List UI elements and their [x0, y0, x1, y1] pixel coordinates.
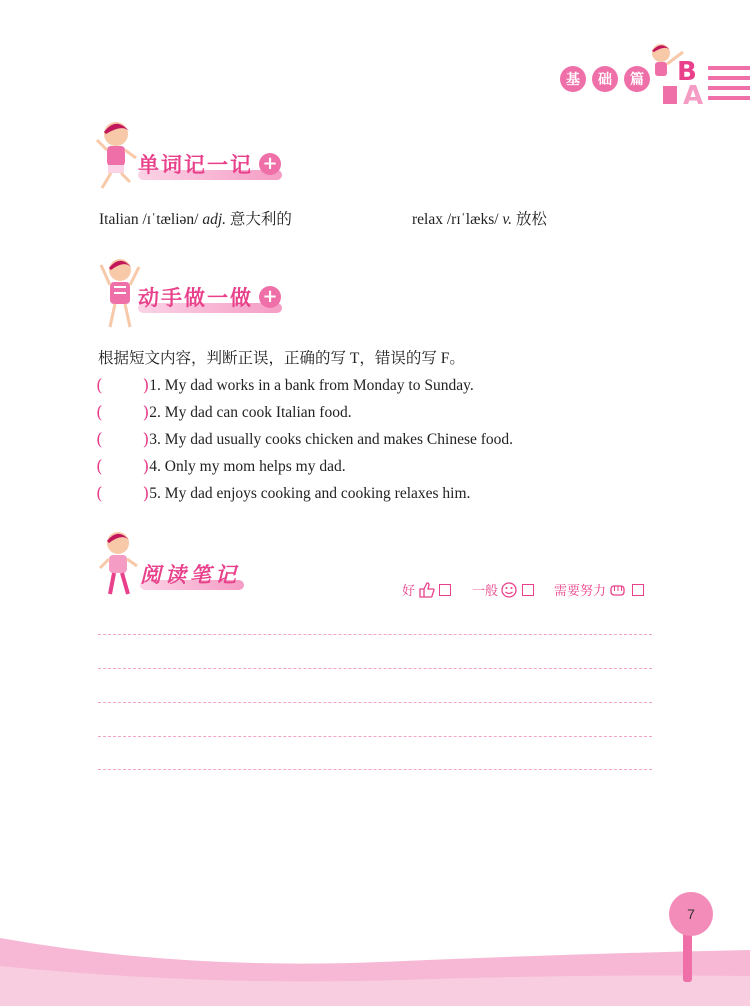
question-text: 5. My dad enjoys cooking and cooking relaxes him. [149, 484, 471, 502]
vocab-section-header [138, 146, 282, 182]
question-text: 4. Only my mom helps my dad. [149, 457, 346, 475]
exercise-section-header [138, 279, 282, 315]
vocab-word: relax [412, 211, 443, 228]
plus-icon: + [259, 286, 281, 308]
thumbs-up-icon [417, 581, 435, 599]
checkbox[interactable] [632, 584, 644, 596]
vocab-meaning: 放松 [515, 211, 547, 228]
vocab-pos: adj. [202, 211, 226, 228]
badge-char-3: 篇 [624, 66, 650, 92]
smiley-icon [500, 581, 518, 599]
dancing-kid-illustration [96, 528, 142, 598]
kid-letters-logo [645, 40, 707, 106]
question-row: ( ) 2. My dad can cook Italian food. [96, 402, 352, 423]
note-line[interactable] [98, 634, 652, 635]
question-text: 3. My dad usually cooks chicken and makes Chinese food. [149, 430, 514, 448]
question-row: ( ) 4. Only my mom helps my dad. [96, 456, 346, 477]
badge-char-1: 基 [560, 66, 586, 92]
question-list [96, 372, 513, 507]
tree-trunk [683, 932, 692, 982]
notes-section-title: 阅读笔记 [140, 563, 240, 587]
question-row: ( ) 1. My dad works in a bank from Monday to Sunday. [96, 375, 474, 396]
vocab-meaning: 意大利的 [229, 211, 292, 228]
vocab-phonetic: /rɪˈlæks/ [446, 211, 499, 228]
note-line[interactable] [98, 769, 652, 770]
badge-char-2: 础 [592, 66, 618, 92]
vocab-pos: v. [502, 211, 513, 228]
rating-good[interactable] [402, 580, 451, 599]
rating-label: 需要努力 [554, 584, 607, 599]
notes-section-header [140, 556, 244, 592]
rating-needs-effort[interactable] [554, 580, 644, 599]
checkbox[interactable] [522, 584, 534, 596]
question-text: 1. My dad works in a bank from Monday to Sunday. [149, 376, 474, 394]
pink-ground-decoration [0, 926, 750, 1006]
note-line[interactable] [98, 702, 652, 703]
rating-label: 一般 [472, 584, 499, 599]
question-text: 2. My dad can cook Italian food. [149, 403, 352, 421]
checkbox[interactable] [439, 584, 451, 596]
header-stripes [708, 66, 750, 106]
logo-letter-a: A [683, 81, 704, 106]
vocab-item [99, 207, 292, 229]
vocab-section-title: 单词记一记 [138, 153, 253, 177]
running-kid-illustration [94, 118, 140, 192]
note-line[interactable] [98, 668, 652, 669]
header-badge [560, 66, 650, 92]
exercise-instruction: 根据短文内容，判断正误，正确的写 T，错误的写 F。 [98, 350, 465, 367]
vocab-word: Italian [99, 211, 139, 228]
rating-label: 好 [402, 584, 416, 599]
exercise-section-title: 动手做一做 [138, 286, 253, 310]
logo-letter-b: B [677, 57, 697, 87]
question-row: ( ) 3. My dad usually cooks chicken and makes Chinese food. [96, 429, 514, 450]
waving-kid-illustration [98, 255, 142, 331]
vocab-phonetic: /ɪˈtæliən/ [142, 211, 199, 228]
fist-icon [608, 581, 628, 599]
plus-icon: + [259, 153, 281, 175]
question-row: ( ) 5. My dad enjoys cooking and cooking relaxes him. [96, 483, 471, 504]
note-line[interactable] [98, 736, 652, 737]
rating-average[interactable] [472, 580, 534, 599]
vocab-item [412, 207, 547, 229]
page-number: 7 [669, 892, 713, 936]
